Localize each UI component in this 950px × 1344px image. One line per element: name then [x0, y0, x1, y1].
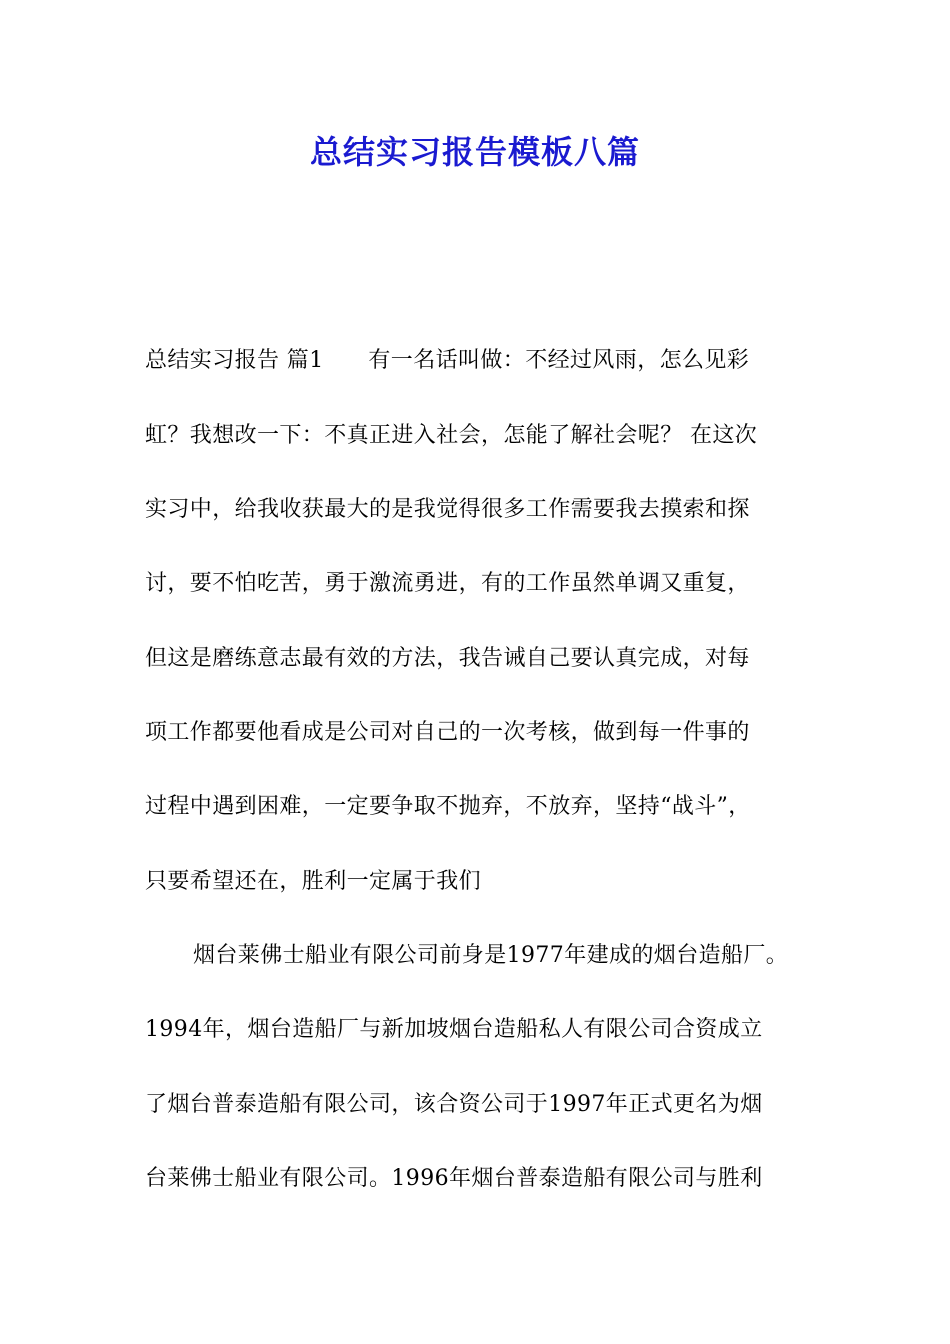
body-line: 讨，要不怕吃苦，勇于激流勇进，有的工作虽然单调又重复， [145, 571, 750, 596]
body-line: 只要希望还在，胜利一定属于我们 [145, 869, 482, 894]
body-line: 实习中，给我收获最大的是我觉得很多工作需要我去摸索和探 [145, 497, 750, 522]
body-line: 但这是磨练意志最有效的方法，我告诫自己要认真完成，对每 [145, 646, 750, 671]
document-title: 总结实习报告模板八篇 [309, 133, 640, 171]
body-line: 项工作都要他看成是公司对自己的一次考核，做到每一件事的 [145, 720, 750, 745]
body-line: 过程中遇到困难，一定要争取不抛弃，不放弃，坚持“战斗”， [145, 794, 751, 819]
body-line: 1994年，烟台造船厂与新加坡烟台造船私人有限公司合资成立 [145, 1017, 763, 1042]
body-line: 总结实习报告 篇1 有一名话叫做：不经过风雨，怎么见彩 [145, 348, 750, 373]
body-line: 虹？我想改一下：不真正进入社会，怎能了解社会呢？ 在这次 [145, 423, 758, 448]
body-line: 台莱佛士船业有限公司。1996年烟台普泰造船有限公司与胜利 [145, 1166, 763, 1191]
body-line: 了烟台普泰造船有限公司，该合资公司于1997年正式更名为烟 [145, 1092, 763, 1117]
paragraph-start-line: 烟台莱佛士船业有限公司前身是1977年建成的烟台造船厂。 [193, 943, 789, 968]
